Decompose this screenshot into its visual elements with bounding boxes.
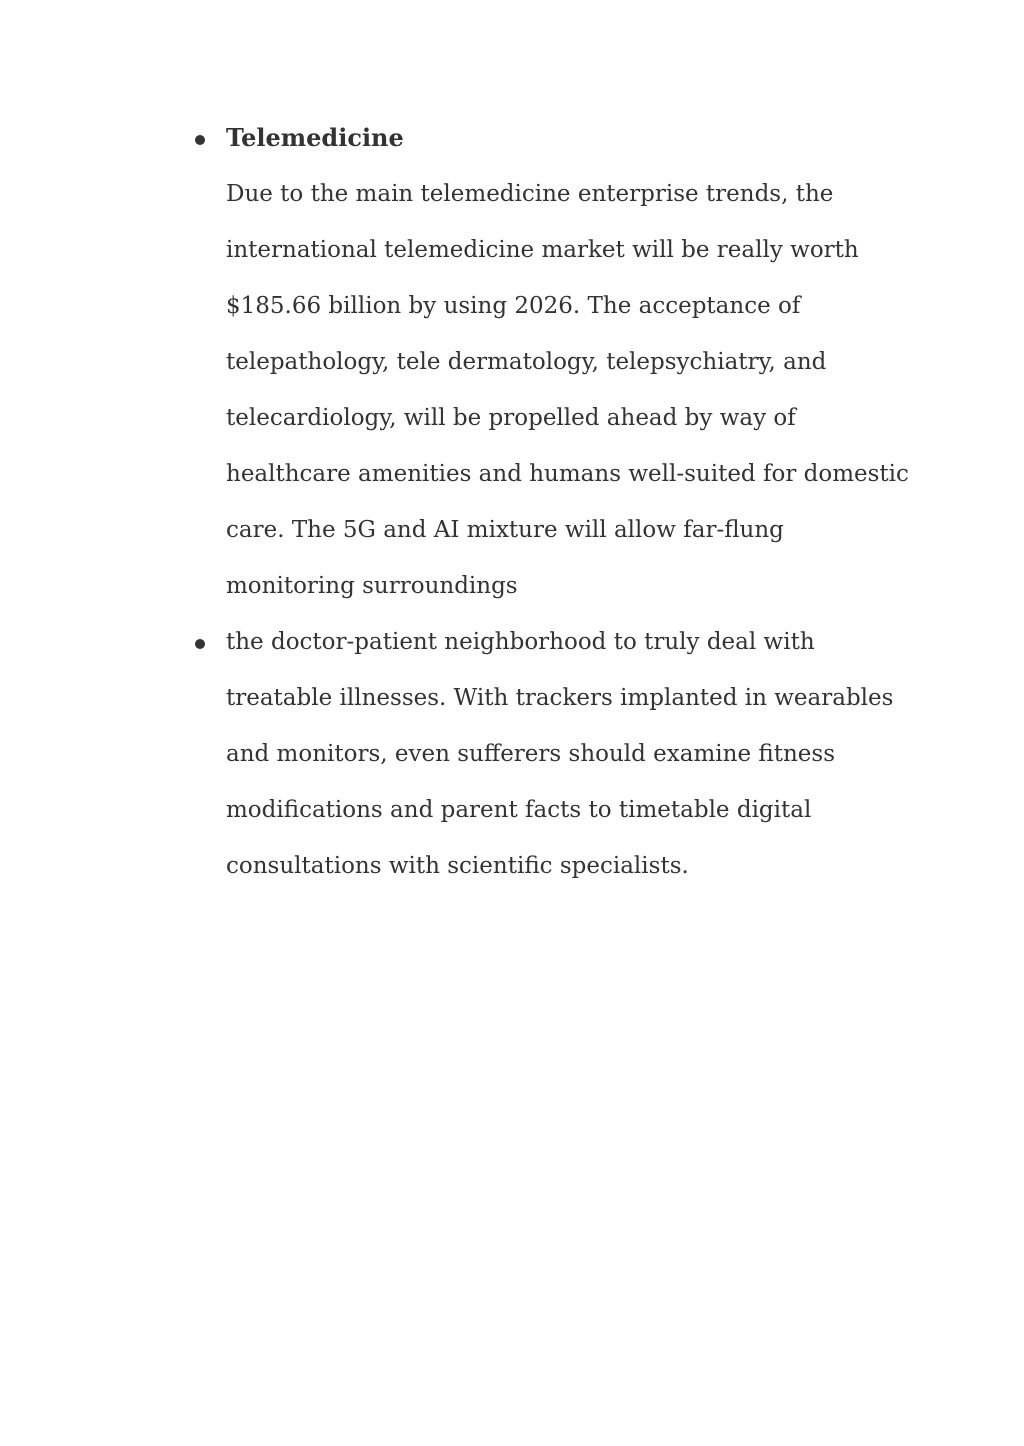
paragraph-line: and monitors, even sufferers should examine fitness — [226, 741, 835, 767]
bullet-icon — [195, 637, 209, 651]
paragraph-line: international telemedicine market will be really worth — [226, 237, 859, 263]
paragraph-line: $185.66 billion by using 2026. The acceptance of — [226, 293, 801, 319]
paragraph-line: Due to the main telemedicine enterprise trends, the — [226, 181, 834, 207]
paragraph-line: monitoring surroundings — [226, 573, 518, 599]
paragraph-line: telepathology, tele dermatology, telepsychiatry, and — [226, 349, 827, 375]
list-item-content — [226, 614, 906, 894]
list-item-content — [226, 110, 909, 614]
paragraph-line: telecardiology, will be propelled ahead by way of — [226, 405, 796, 431]
paragraph-line: consultations with scientific specialists. — [226, 853, 689, 879]
paragraph-line: healthcare amenities and humans well-suited for domestic — [226, 461, 909, 487]
paragraph-line: treatable illnesses. With trackers implanted in wearables — [226, 685, 894, 711]
section-heading: Telemedicine — [226, 123, 404, 152]
paragraph-line: the doctor-patient neighborhood to truly deal with — [226, 629, 815, 655]
paragraph-line: care. The 5G and AI mixture will allow far-flung — [226, 517, 784, 543]
bullet-icon — [195, 133, 209, 147]
paragraph-line: modifications and parent facts to timetable digital — [226, 797, 812, 823]
